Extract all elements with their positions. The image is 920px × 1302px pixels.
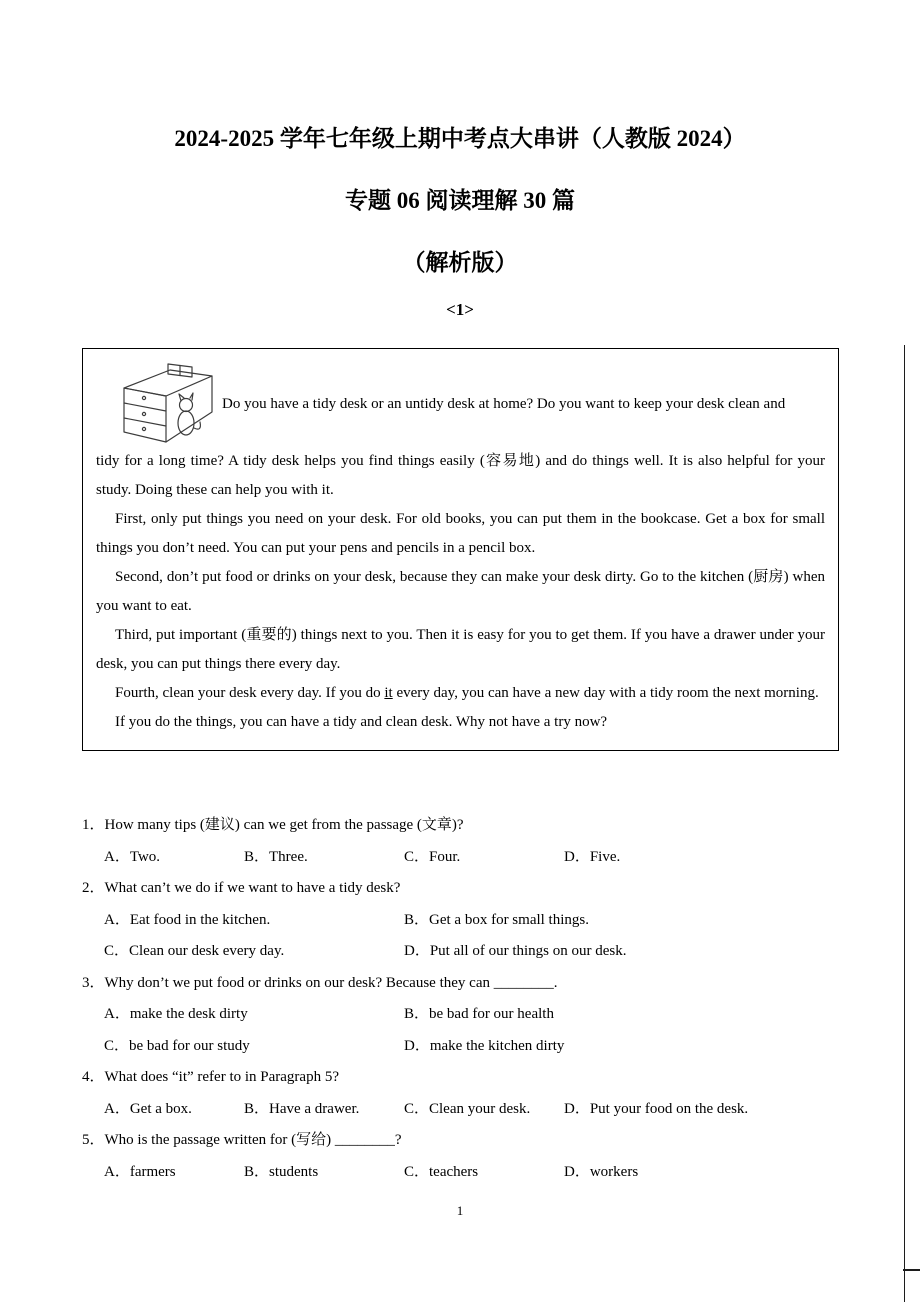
question-5-stem: Who is the passage written for (写给) ________? — [104, 1132, 402, 1148]
option-c: C．teachers — [404, 1163, 479, 1180]
option-d: D．Put your food on the desk. — [564, 1100, 749, 1117]
document-title-line-2: 专题 06 阅读理解 30 篇 — [345, 188, 575, 213]
question-1 — [82, 810, 844, 873]
question-5-number: 5． — [82, 1132, 105, 1148]
question-4-stem: What does “it” refer to in Paragraph 5? — [104, 1069, 339, 1085]
question-3-text — [82, 968, 844, 1000]
option-d: D．Put all of our things on our desk. — [404, 943, 627, 959]
question-2-options-row-1 — [82, 905, 844, 937]
question-3-stem: Why don’t we put food or drinks on our desk? Because they can ________. — [104, 974, 558, 991]
page-edge-vertical-line — [904, 345, 905, 1302]
passage-paragraph-3: Second, don’t put food or drinks on your desk, because they can make your desk dirty. Go to the kitchen (厨房) when you want to eat. — [96, 569, 825, 614]
option-a: A．Two. — [104, 848, 161, 865]
question-4-text — [82, 1062, 844, 1094]
passage-paragraph-5 — [96, 679, 825, 708]
question-1-text — [82, 810, 844, 842]
option-d: D．make the kitchen dirty — [404, 1037, 565, 1054]
passage-text-line-1: Do you have a tidy desk or an untidy desk at home? Do you want to keep your desk clean and — [222, 395, 786, 412]
passage-paragraph-1-rest: tidy for a long time? A tidy desk helps you find things easily (容易地) and do things well. It is also helpful for your study. Doing these can help you with it. — [96, 453, 825, 498]
page-edge-horizontal-mark — [903, 1269, 920, 1271]
question-2-text — [82, 873, 844, 905]
option-a: A．Eat food in the kitchen. — [104, 911, 271, 928]
question-1-number: 1． — [82, 817, 105, 833]
question-3-options-row-2 — [82, 1031, 844, 1063]
option-c: C．Four. — [404, 848, 461, 865]
document-title-line-1: 2024-2025 学年七年级上期中考点大串讲（人教版 2024） — [174, 126, 746, 151]
question-5-text — [82, 1125, 844, 1157]
passage-paragraph-2: First, only put things you need on your desk. For old books, you can put them in the bookcase. Get a box for small things you don’t need. You can put your pens and pencils in a pencil box. — [96, 511, 825, 556]
option-a: A．farmers — [104, 1163, 176, 1180]
desk-illustration — [120, 362, 215, 447]
question-2-number: 2． — [82, 880, 105, 896]
page-number: 1 — [456, 1203, 464, 1218]
question-5 — [82, 1125, 844, 1188]
question-1-stem: How many tips (建议) can we get from the passage (文章)? — [104, 817, 464, 833]
document-title-line-3: （解析版） — [402, 250, 518, 275]
passage-paragraph-4: Third, put important (重要的) things next to you. Then it is easy for you to get them. If you have a drawer under your desk, you can put things there every day. — [96, 627, 825, 672]
option-c: C．be bad for our study — [104, 1037, 250, 1054]
question-1-options — [82, 842, 844, 874]
option-c: C．Clean our desk every day. — [104, 943, 285, 959]
passage-paragraph-6: If you do the things, you can have a tidy and clean desk. Why not have a try now? — [115, 714, 608, 730]
option-b: B．Have a drawer. — [244, 1100, 360, 1117]
passage-paragraph-1-head — [96, 362, 825, 447]
option-b: B．be bad for our health — [404, 1006, 554, 1022]
option-b: B．Get a box for small things. — [404, 911, 589, 928]
question-2-options-row-2 — [82, 936, 844, 968]
question-4-number: 4． — [82, 1069, 105, 1085]
section-marker: <1> — [446, 300, 474, 319]
question-5-options — [82, 1157, 844, 1189]
question-2-stem: What can’t we do if we want to have a tidy desk? — [104, 880, 401, 896]
passage-underlined-word: it — [384, 685, 393, 701]
question-3-number: 3． — [82, 974, 105, 991]
option-d: D．workers — [564, 1163, 639, 1180]
option-b: B．Three. — [244, 848, 308, 865]
question-3-options-row-1 — [82, 999, 844, 1031]
question-2 — [82, 873, 844, 968]
question-4-options — [82, 1094, 844, 1126]
question-3 — [82, 968, 844, 1063]
option-a: A．make the desk dirty — [104, 1006, 248, 1022]
passage-paragraph-5-after: every day, you can have a new day with a tidy room the next morning. — [392, 685, 819, 701]
passage-paragraph-5-before: Fourth, clean your desk every day. If you do — [115, 685, 385, 701]
option-a: A．Get a box. — [104, 1100, 192, 1117]
questions-list — [82, 810, 844, 1188]
option-c: C．Clean your desk. — [404, 1100, 531, 1117]
option-d: D．Five. — [564, 848, 621, 865]
option-b: B．students — [244, 1163, 319, 1180]
question-4 — [82, 1062, 844, 1125]
reading-passage-box — [82, 348, 839, 751]
